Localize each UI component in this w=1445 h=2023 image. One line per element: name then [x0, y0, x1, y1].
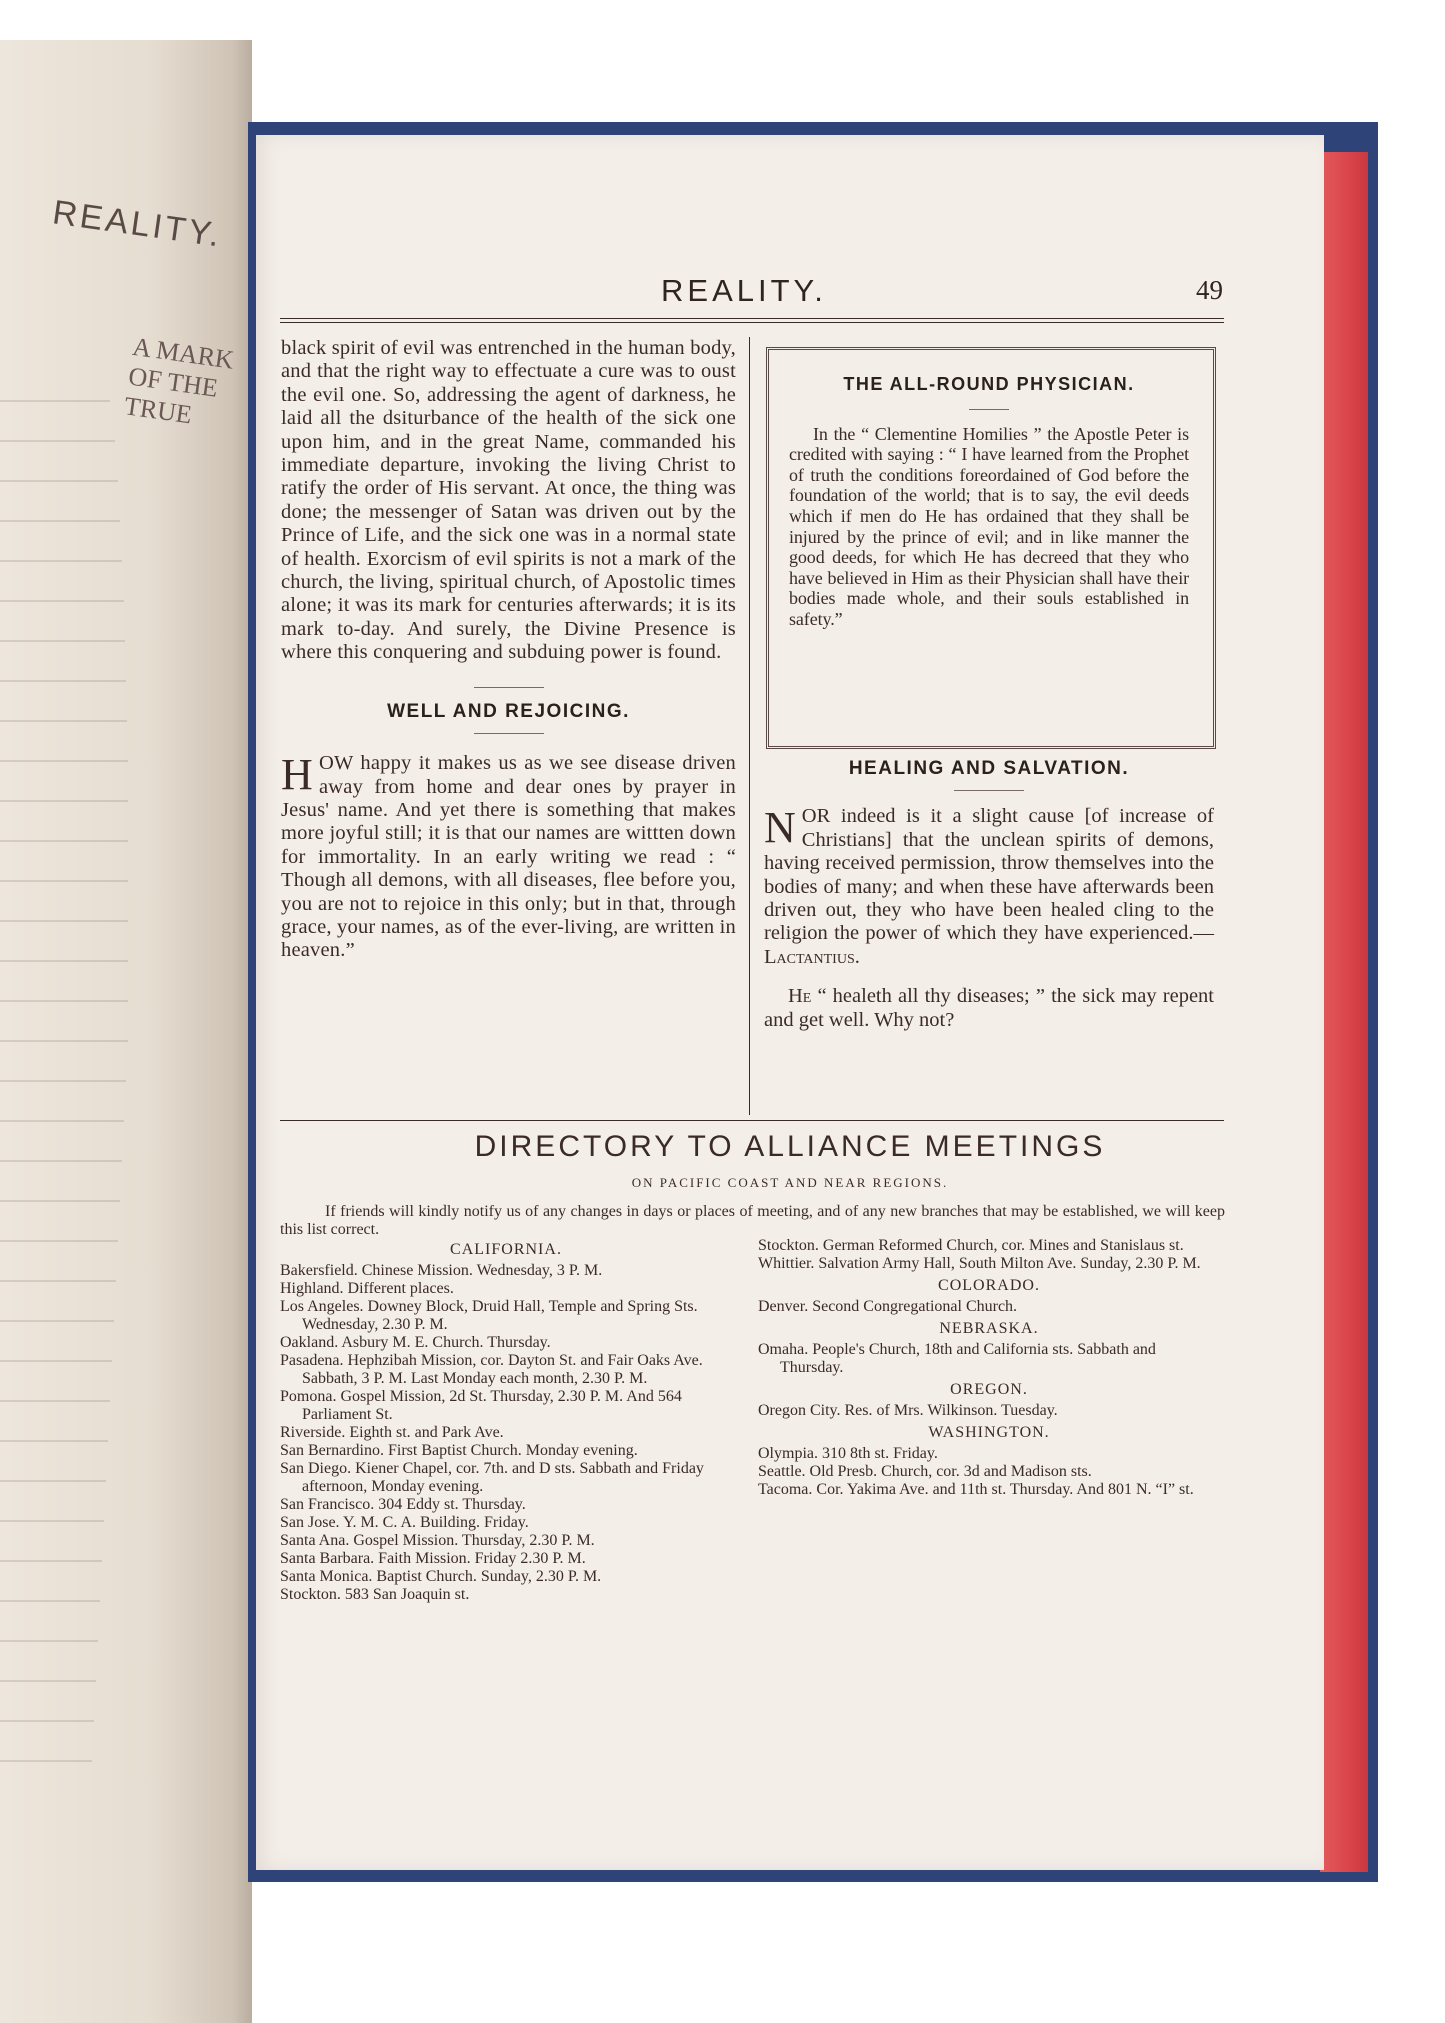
text-line: [0, 600, 124, 602]
directory-right-column: [758, 1237, 1220, 1499]
text-line: [0, 1320, 114, 1322]
text-line: [0, 1560, 102, 1562]
list-item: San Bernardino. First Baptist Church. Monday evening.: [280, 1442, 638, 1459]
directory-rule: [280, 1120, 1224, 1121]
paragraph-text: “ healeth all thy diseases; ” the sick may repent and get well. Why not?: [764, 985, 1214, 1031]
list-item: Tacoma. Cor. Yakima Ave. and 11th st. Thursday. And 801 N. “I” st.: [758, 1481, 1194, 1498]
list-item: Highland. Different places.: [280, 1280, 454, 1297]
text-line: [0, 760, 128, 762]
header-rule: [280, 318, 1224, 319]
paragraph: [281, 752, 736, 963]
facing-left-page: [0, 40, 252, 2023]
list-item: Santa Monica. Baptist Church. Sunday, 2.30 P. M.: [280, 1568, 602, 1585]
left-page-article-heading: A MARK OF THE TRUE: [122, 331, 236, 430]
list-item: Whittier. Salvation Army Hall, South Milton Ave. Sunday, 2.30 P. M.: [758, 1255, 1201, 1272]
list-item: Pomona. Gospel Mission, 2d St. Thursday, 2.30 P. M. And 564 Parliament St.: [280, 1388, 682, 1423]
section-heading: WELL AND REJOICING.: [387, 700, 630, 722]
attribution: Lactantius.: [764, 945, 860, 968]
directory-title: DIRECTORY TO ALLIANCE MEETINGS: [474, 1130, 1106, 1163]
state-heading: COLORADO.: [938, 1277, 1040, 1294]
left-page-running-head: REALITY.: [50, 193, 225, 255]
paragraph-text: OW happy it makes us as we see disease driven away from home and dear ones by prayer in Jesus' name. And yet there is something that makes more joyful still; it is that our names are wittten down for immortality. In an early writing we read : “ Though all demons, with all diseases, flee before you, you are not to rejoice in this only; but in that, through grace, your names, as of the ever-living, are written in heaven.”: [281, 752, 736, 962]
section-divider: [474, 687, 544, 688]
list-item: Bakersfield. Chinese Mission. Wednesday, 3 P. M.: [280, 1262, 603, 1279]
text-line: [0, 1120, 124, 1122]
text-line: [0, 1240, 118, 1242]
state-heading: CALIFORNIA.: [450, 1241, 562, 1258]
sidebar-heading: THE ALL-ROUND PHYSICIAN.: [843, 374, 1135, 394]
text-line: [0, 1680, 96, 1682]
text-line: [0, 920, 128, 922]
directory-left-column: [280, 1237, 732, 1604]
list-item: Oregon City. Res. of Mrs. Wilkinson. Tuesday.: [758, 1402, 1058, 1419]
section-heading: HEALING AND SALVATION.: [848, 758, 1130, 779]
list-item: Olympia. 310 8th st. Friday.: [758, 1445, 938, 1462]
text-line: [0, 680, 126, 682]
left-column: [281, 337, 736, 963]
section-divider: [474, 733, 544, 734]
lead-word: He: [788, 985, 812, 1008]
paragraph: black spirit of evil was entrenched in the human body, and that the right way to effectuate a cure was to oust the evil one. So, addressing the agent of darkness, he laid all the dsiturbance of the health of the sick one upon him, and in the great Name, commanded his immediate departure, invoking the living Christ to ratify the order of His servant. At once, the thing was done; the messenger of Satan was driven out by the Prince of Life, and the sick one was in a normal state of health. Exorcism of evil spirits is not a mark of the church, the living, spiritual church, of Apostolic times alone; it was its mark for centuries afterwards; it is its mark to-day. And surely, the Divine Presence is where this conquering and subduing power is found.: [281, 337, 736, 664]
column-divider: [749, 337, 750, 1115]
state-heading: WASHINGTON.: [928, 1424, 1050, 1441]
text-line: [0, 1400, 110, 1402]
text-line: [0, 960, 128, 962]
text-line: [0, 1040, 128, 1042]
page-edges: [1320, 152, 1368, 1872]
text-line: [0, 1200, 120, 1202]
right-column: [764, 757, 1214, 1032]
paragraph: [764, 985, 1214, 1032]
list-item: Seattle. Old Presb. Church, cor. 3d and Madison sts.: [758, 1463, 1092, 1480]
sidebar-text: In the “ Clementine Homilies ” the Apostle Peter is credited with saying : “ I have learned from the Prophet of truth the conditions foreordained of God before the foundation of the world; that is to say, the evil deeds which if men do He has ordained that they shall be injured by the prince of evil; and in like manner the good deeds, for which He has decreed that they who have believed in Him as their Physician shall have their bodies made whole, and their souls established in safety.”: [789, 423, 1189, 629]
section-divider: [969, 409, 1009, 410]
text-line: [0, 1360, 112, 1362]
page-number: 49: [1196, 275, 1223, 305]
list-item: Riverside. Eighth st. and Park Ave.: [280, 1424, 504, 1441]
directory-subtitle: ON PACIFIC COAST AND NEAR REGIONS.: [631, 1175, 949, 1190]
book-page: [256, 135, 1324, 1870]
list-item: Santa Ana. Gospel Mission. Thursday, 2.30 P. M.: [280, 1532, 595, 1549]
text-line: [0, 1640, 98, 1642]
text-line: [0, 1280, 116, 1282]
text-line: [0, 720, 127, 722]
list-item: Stockton. 583 San Joaquin st.: [280, 1586, 470, 1603]
text-line: [0, 1720, 94, 1722]
text-line: [0, 560, 122, 562]
running-head: REALITY.: [661, 273, 827, 308]
text-line: [0, 1760, 92, 1762]
sidebar-box: [766, 347, 1216, 749]
list-item: San Diego. Kiener Chapel, cor. 7th. and D sts. Sabbath and Friday afternoon, Monday evening.: [280, 1460, 704, 1495]
text-line: [0, 400, 110, 402]
list-item: San Francisco. 304 Eddy st. Thursday.: [280, 1496, 526, 1513]
drop-cap: N: [764, 803, 796, 853]
text-line: [0, 880, 128, 882]
list-item: Santa Barbara. Faith Mission. Friday 2.30 P. M.: [280, 1550, 586, 1567]
header-rule-2: [280, 322, 1224, 323]
list-item: Los Angeles. Downey Block, Druid Hall, Temple and Spring Sts. Wednesday, 2.30 P. M.: [280, 1298, 698, 1333]
text-line: [0, 440, 115, 442]
text-line: [0, 1440, 108, 1442]
text-line: [0, 480, 118, 482]
section-divider: [954, 790, 1024, 791]
list-item: Stockton. German Reformed Church, cor. Mines and Stanislaus st.: [758, 1237, 1184, 1254]
paragraph-text: OR indeed is it a slight cause [of increase of Christians] that the unclean spirits of demons, having received permission, throw themselves into the bodies of many; and when these have afterwards been driven out, they who have been healed cling to the religion the power of which they have experienced.—: [764, 805, 1214, 945]
text-line: [0, 1000, 128, 1002]
text-line: [0, 800, 128, 802]
text-line: [0, 1080, 126, 1082]
text-line: [0, 1520, 104, 1522]
list-item: Oakland. Asbury M. E. Church. Thursday.: [280, 1334, 551, 1351]
text-line: [0, 1160, 122, 1162]
text-line: [0, 520, 120, 522]
list-item: Denver. Second Congregational Church.: [758, 1298, 1018, 1315]
text-line: [0, 640, 125, 642]
sidebar-content: [789, 370, 1189, 630]
text-line: [0, 840, 128, 842]
state-heading: OREGON.: [950, 1381, 1028, 1398]
text-line: [0, 1600, 100, 1602]
state-heading: NEBRASKA.: [939, 1320, 1039, 1337]
directory-intro: If friends will kindly notify us of any changes in days or places of meeting, and of any new branches that may be established, we will keep this list correct.: [280, 1203, 1225, 1238]
list-item: Pasadena. Hephzibah Mission, cor. Dayton St. and Fair Oaks Ave. Sabbath, 3 P. M. Last Monday each month, 2.30 P. M.: [280, 1352, 703, 1387]
list-item: Omaha. People's Church, 18th and California sts. Sabbath and Thursday.: [758, 1341, 1156, 1376]
drop-cap: H: [281, 750, 313, 800]
paragraph: [764, 805, 1214, 969]
text-line: [0, 1480, 106, 1482]
list-item: San Jose. Y. M. C. A. Building. Friday.: [280, 1514, 529, 1531]
